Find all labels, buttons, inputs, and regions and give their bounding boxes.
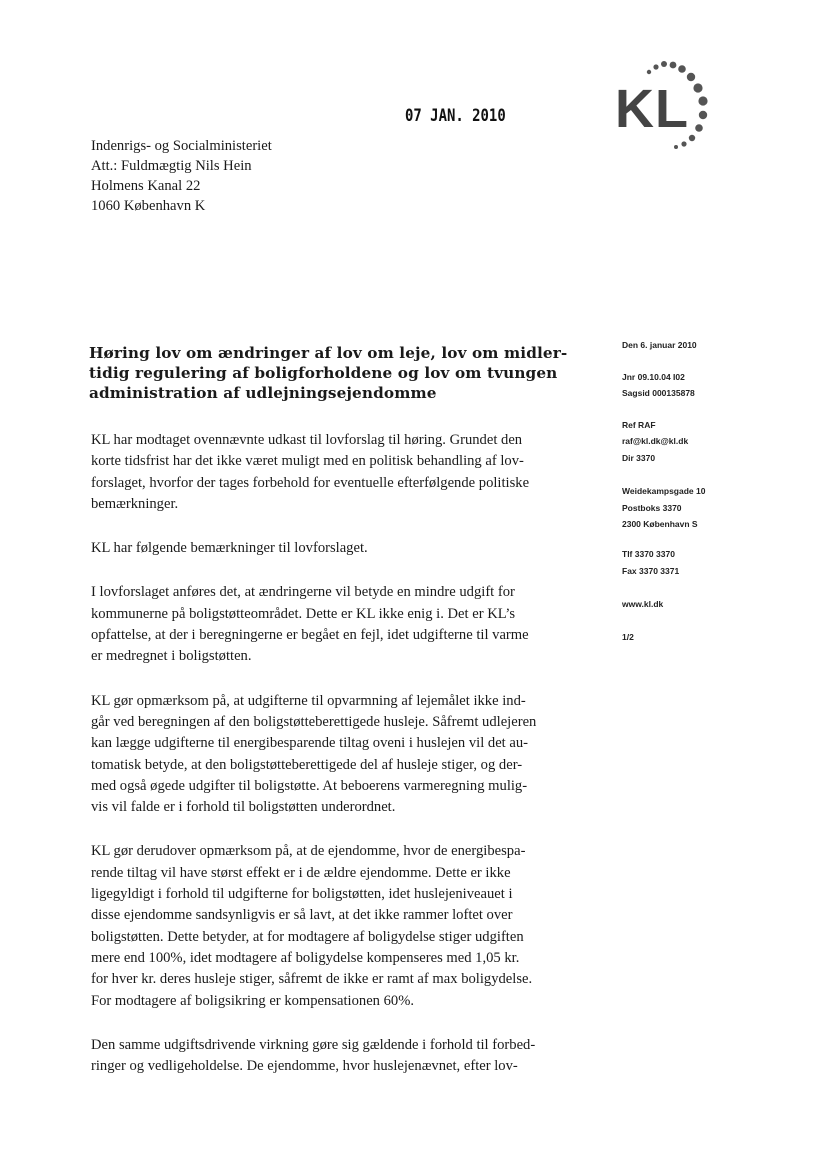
body-line: mere end 100%, idet modtagere af boligydelse kompenseres med 1,05 kr.	[91, 949, 520, 966]
body-line: ringer og vedligeholdelse. De ejendomme, hvor huslejenævnet, efter lov-	[91, 1058, 518, 1075]
letter-body	[91, 430, 591, 1100]
body-line: boligstøtten. Dette betyder, at for modtagere af boligydelse stiger udgiften	[91, 928, 524, 945]
body-line: opfattelse, at der i beregningerne er begået en fejl, idet udgifterne til varme	[91, 627, 529, 644]
page-number: 1/2	[622, 632, 634, 642]
kl-logo	[615, 58, 725, 153]
paragraph	[91, 582, 591, 667]
body-line: KL gør derudover opmærksom på, at de ejendomme, hvor de energibespa-	[91, 843, 526, 860]
body-line: forslaget, hvorfor der tages forbehold for eventuelle efterfølgende politiske	[91, 474, 530, 491]
body-line: er medregnet i boligstøtten.	[91, 648, 252, 665]
recipient-line: Holmens Kanal 22	[91, 178, 201, 194]
website: www.kl.dk	[622, 599, 664, 609]
body-line: Den samme udgiftsdrivende virkning gøre sig gældende i forhold til forbed-	[91, 1036, 536, 1053]
fax: Fax 3370 3371	[622, 566, 680, 576]
body-line: KL har følgende bemærkninger til lovforslaget.	[91, 540, 368, 557]
email: raf@kl.dk@kl.dk	[622, 436, 689, 446]
body-line: kommunerne på boligstøtteområdet. Dette er KL ikke enig i. Det er KL’s	[91, 605, 516, 622]
letter-date: Den 6. januar 2010	[622, 340, 697, 350]
body-line: med også øgede udgifter til boligstøtte. At beboerens varmeregning mulig-	[91, 777, 528, 794]
kl-logo-text: KL	[615, 79, 689, 139]
body-line: KL gør opmærksom på, at udgifterne til opvarmning af lejemålet ikke ind-	[91, 692, 526, 709]
recipient-address	[91, 136, 272, 216]
body-line: I lovforslaget anføres det, at ændringerne vil betyde en mindre udgift for	[91, 584, 515, 601]
body-line: for hver kr. deres husleje stiger, såfremt de ikke er ramt af max boligydelse.	[91, 971, 533, 988]
heading-line: administration af udlejningsejendomme	[89, 384, 437, 402]
body-line: tomatisk betyde, at den boligstøtteberettigede del af husleje stiger, og der-	[91, 756, 523, 773]
paragraph	[91, 538, 591, 559]
body-line: rende tiltag vil have størst effekt er i de ældre ejendomme. Dette er ikke	[91, 864, 511, 881]
recipient-line: Att.: Fuldmægtig Nils Hein	[91, 158, 252, 174]
body-line: KL har modtaget ovennævnte udkast til lovforslag til høring. Grundet den	[91, 432, 523, 448]
phone: Tlf 3370 3370	[622, 549, 675, 559]
body-line: korte tidsfrist har det ikke været muligt med en politisk behandling af lov-	[91, 453, 524, 470]
heading-line: tidig regulering af boligforholdene og lov om tvungen	[89, 364, 558, 382]
letter-subject-heading	[89, 343, 589, 403]
body-line: ligegyldigt i forhold til udgifterne for boligstøtten, idet huslejeniveauet i	[91, 886, 513, 903]
paragraph	[91, 691, 591, 819]
paragraph	[91, 841, 591, 1011]
body-line: går ved beregningen af den boligstøtteberettigede husleje. Såfremt udlejeren	[91, 713, 537, 730]
heading-line: Høring lov om ændringer af lov om leje, lov om midler-	[89, 344, 568, 362]
body-line: vis vil falde er i forhold til boligstøtten underordnet.	[91, 799, 396, 816]
recipient-line: 1060 København K	[91, 198, 206, 214]
postbox: Postboks 3370	[622, 503, 682, 513]
received-date-stamp: 07 JAN. 2010	[405, 106, 506, 126]
body-line: disse ejendomme sandsynligvis er så lavt, at det ikke rammer loftet over	[91, 907, 513, 924]
recipient-line: Indenrigs- og Socialministeriet	[91, 138, 272, 154]
city: 2300 København S	[622, 519, 698, 529]
street-address: Weidekampsgade 10	[622, 486, 706, 496]
paragraph	[91, 430, 591, 515]
direct-phone: Dir 3370	[622, 453, 656, 463]
body-line: kan lægge udgifterne til energibesparende tiltag oveni i huslejen vil det au-	[91, 735, 529, 752]
reference: Ref RAF	[622, 420, 656, 430]
body-line: For modtagere af boligsikring er kompensationen 60%.	[91, 992, 415, 1009]
paragraph	[91, 1035, 591, 1078]
journal-number: Jnr 09.10.04 I02	[622, 372, 685, 382]
body-line: bemærkninger.	[91, 495, 179, 512]
case-id: Sagsid 000135878	[622, 388, 695, 398]
